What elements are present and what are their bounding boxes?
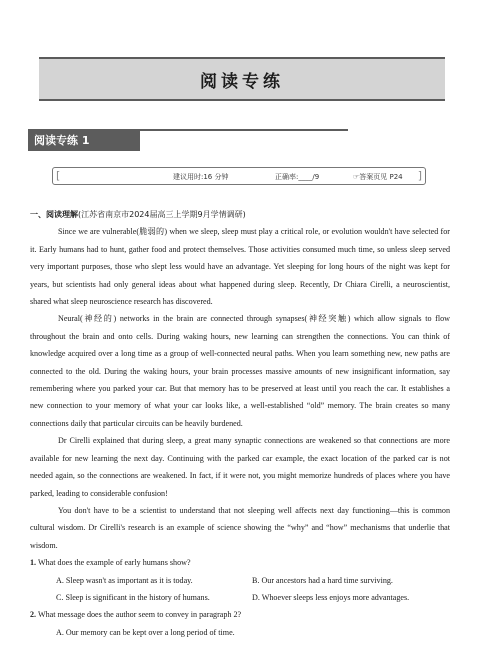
question-1-options-row-2 xyxy=(30,589,450,606)
page-title-band xyxy=(39,57,445,101)
option-a: A. Sleep wasn't as important as it is today. xyxy=(56,575,193,585)
option-b: B. Our ancestors had a hard time surviving. xyxy=(252,575,393,585)
left-bracket-icon: [ xyxy=(56,169,61,182)
passage-paragraph-2: Neural(神经的) networks in the brain are connected through synapses(神经突触) which allow signals to flow throughout the brain and onto cells. During waking hours, new learning can strengthen the connections. You can think of knowledge acquired over a long time as a group of well-connected neural paths. When you learn something new, new paths are connected to the old. During the waking hours, your brain processes massive amounts of new insignificant information, say remembering where you parked your car. But that memory has to be preserved at least until you reach the car. It establishes a new connection to your memory of what your car looks like, a well-established “old” memory. The brain creates so many connections daily that particular circuits can be heavily burdened. xyxy=(30,314,450,428)
question-1-options-row-1 xyxy=(30,572,450,589)
suggested-time: 建议用时:16 分钟 xyxy=(173,173,229,181)
passage-paragraph-4: You don't have to be a scientist to understand that not sleeping well affects next day functioning—this is common cultural wisdom. Dr Cirelli's research is an example of science showing the “why” and “how” mechanisms that underlie that wisdom. xyxy=(30,505,450,550)
section-divider xyxy=(140,129,348,131)
reading-content xyxy=(30,206,450,641)
question-number: 1. xyxy=(30,558,37,568)
option-a: A. Our memory can be kept over a long period of time. xyxy=(56,627,235,637)
question-2-options-row-1 xyxy=(30,624,450,641)
section-heading xyxy=(30,206,450,223)
option-c: C. Sleep is significant in the history of humans. xyxy=(56,592,210,602)
section-tab: 阅读专练 1 xyxy=(28,129,140,151)
accuracy-rate: 正确率:____/9 xyxy=(275,173,320,181)
question-2 xyxy=(30,606,450,623)
page-title: 阅读专练 xyxy=(200,71,284,92)
section-source: (江苏省南京市2024届高三上学期9月学情调研) xyxy=(78,210,246,219)
question-number: 2. xyxy=(30,610,37,620)
passage-paragraph-3: Dr Cirelli explained that during sleep, a great many synaptic connections are weakened so that connections are more available for new learning the next day. Continuing with the parked car example, the exact location of the parked car is not needed again, so the connections are weakened. In fact, if it were not, you might memorize hundreds of places where you have parked, leading to considerable confusion! xyxy=(30,436,450,498)
answer-reference: ☞答案页见 P24 xyxy=(353,173,403,181)
passage-paragraph-1: Since we are vulnerable(脆弱的) when we sleep, sleep must play a critical role, or evolution wouldn't have selected for it. Early humans had to hunt, gather food and protect themselves. Those activities consumed much time, so unless sleep served very important purposes, those who slept less would have an advantage. Yet sleeping for long hours of the night was kept for years, but scientists had only general ideas about what happened during sleep. Recently, Dr Chiara Cirelli, a neuroscientist, shared what sleep neuroscience research has discovered. xyxy=(30,227,450,307)
info-bar xyxy=(52,167,426,185)
right-bracket-icon: ] xyxy=(417,169,422,182)
question-1 xyxy=(30,554,450,571)
question-text: What does the example of early humans show? xyxy=(37,558,191,568)
question-text: What message does the author seem to convey in paragraph 2? xyxy=(37,610,242,620)
option-d: D. Whoever sleeps less enjoys more advantages. xyxy=(252,592,410,602)
section-heading-label: 一、阅读理解 xyxy=(30,210,78,219)
